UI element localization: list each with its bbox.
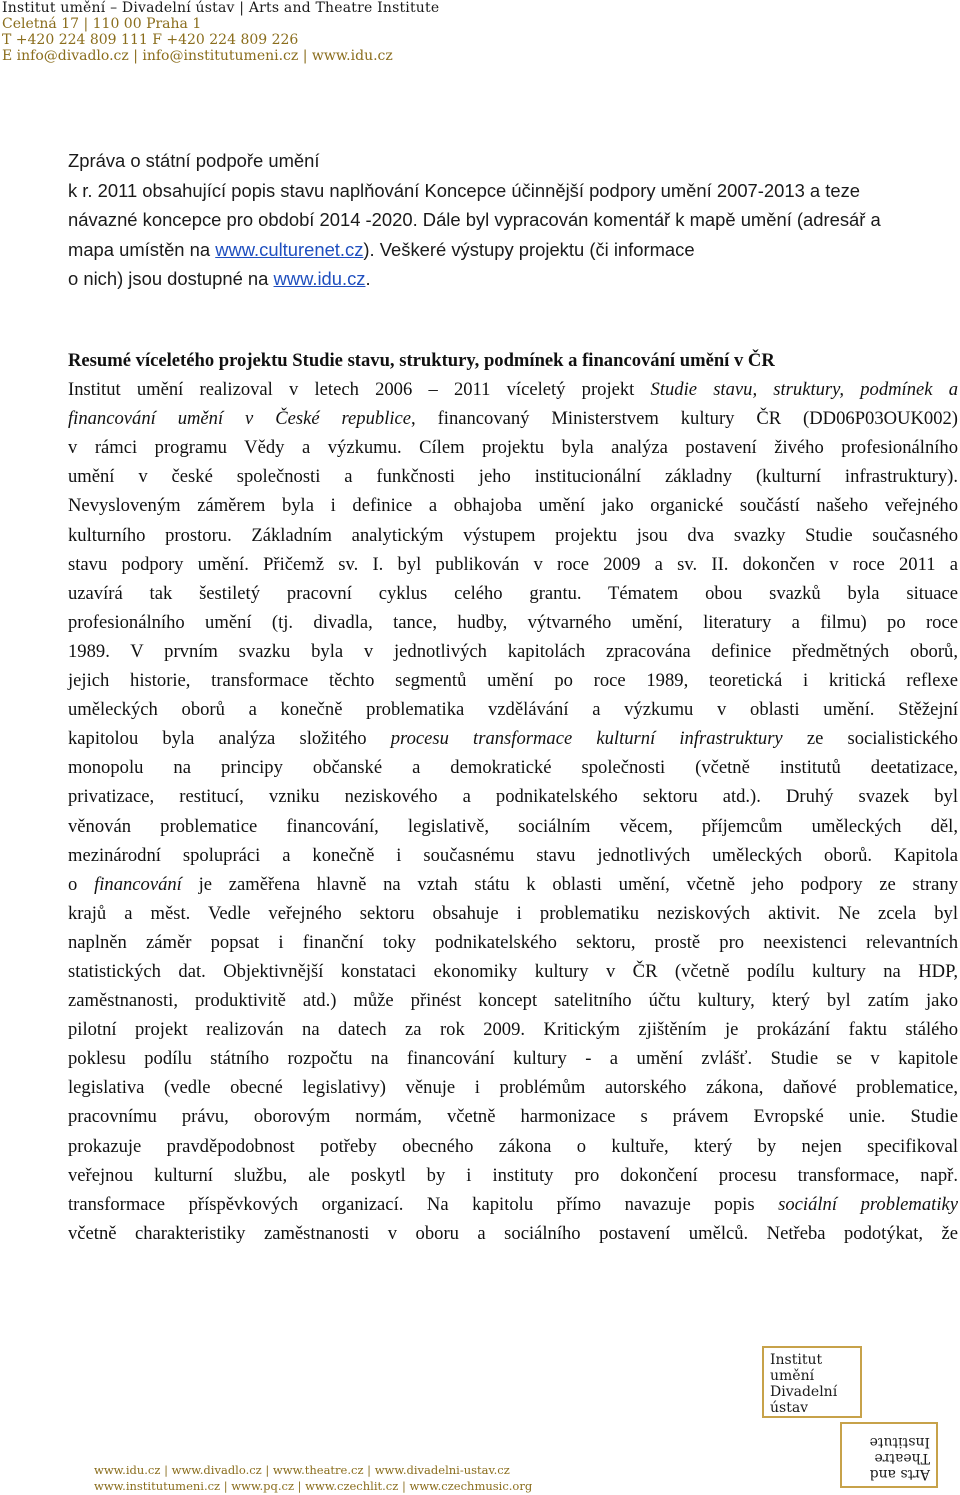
logo-text: Institute (869, 1434, 930, 1450)
resume-line: kulturního prostoru. Základním analytickým výstupem projektu jsou dva svazky Studie současného (68, 524, 958, 546)
logo-english-box (840, 1422, 938, 1488)
resume-section (68, 346, 958, 1248)
resume-line: v rámci programu Vědy a výzkumu. Cílem projektu byla analýza postavení živého profesionálního (68, 437, 958, 459)
intro-text: mapa umístěn na (68, 238, 216, 260)
resume-line (68, 870, 958, 899)
footer-links (94, 1462, 532, 1494)
resume-text: o (68, 873, 95, 895)
resume-line: naplněn záměr popsat i finanční toky podnikatelského sektoru, prostě pro neexistenci relevantních (68, 931, 958, 953)
resume-text: ze socialistického (782, 728, 958, 750)
logo-text: umění (770, 1368, 815, 1384)
resume-line: monopolu na principy občanské a demokratické společnosti (včetně institutů deetatizace, (68, 757, 958, 779)
logo-text: Institut (770, 1352, 823, 1368)
intro-text: o nich) jsou dostupné na (68, 268, 274, 289)
resume-text: je zaměřena hlavně na vztah státu k oblasti umění, včetně jeho podpory ze strany (181, 873, 958, 895)
intro-line: k r. 2011 obsahující popis stavu naplňování Koncepce účinnější podpory umění 2007-2013 a teze (68, 179, 861, 201)
resume-line: Nevysloveným záměrem byla i definice a obhajoba umění jako organické součástí našeho veřejného (68, 495, 958, 517)
resume-text: , financovaný Ministerstvem kultury ČR (DD06P03OUK002) (411, 408, 958, 430)
resume-line: včetně charakteristiky zaměstnanosti v oboru a sociálního postavení umělců. Netřeba podotýkat, že (68, 1222, 958, 1244)
institute-logo (762, 1346, 938, 1486)
resume-line: zaměstnanosti, produktivitě atd.) může přinést koncept satelitního účtu kultury, který byl zatím jako (68, 990, 958, 1012)
resume-text: transformace příspěvkových organizací. Na kapitolu přímo navazuje popis (68, 1193, 779, 1215)
intro-paragraph (68, 146, 948, 294)
intro-line (68, 264, 948, 294)
institute-phone: T +420 224 809 111 F +420 224 809 226 (2, 32, 299, 48)
institute-contacts[interactable]: E info@divadlo.cz | info@institutumeni.cz | www.idu.cz (2, 48, 393, 64)
resume-line: veřejnou kulturní službu, ale poskytl by i instituty pro dokončení procesu transformace, např. (68, 1164, 958, 1186)
resume-line: mezinárodní spolupráci a konečně i současnému stavu jednotlivých uměleckých oborů. Kapitola (68, 844, 958, 866)
resume-italic: sociální problematiky (778, 1193, 958, 1215)
intro-line: Zpráva o státní podpoře umění (68, 150, 320, 171)
intro-line (68, 235, 948, 265)
resume-line: věnován problematice financování, legislativě, sociálním věcem, příjemcům uměleckých děl, (68, 815, 958, 837)
intro-line: návazné koncepce pro období 2014 -2020. Dále byl vypracován komentář k mapě umění (adresář a (68, 209, 881, 230)
resume-line: statistických dat. Objektivnější konstataci ekonomiky kultury v ČR (včetně podílu kultury na HDP, (68, 960, 958, 982)
logo-czech-box (762, 1346, 862, 1418)
resume-line (68, 724, 958, 753)
resume-line: 1989. V prvním svazku byla v jednotlivých kapitolách zpracována definice předmětných oborů, (68, 640, 958, 662)
resume-italic: financování umění v České republice (68, 408, 412, 430)
resume-italic: financování (94, 873, 182, 895)
resume-line: jejich historie, transformace těchto segmentů umění po roce 1989, teoretická i kritická reflexe (68, 670, 958, 692)
resume-line: pilotní projekt realizován na datech za rok 2009. Kritickým zjištěním je prokázání faktu stálého (68, 1019, 958, 1041)
intro-text: . (365, 268, 371, 289)
resume-heading: Resumé víceletého projektu Studie stavu, struktury, podmínek a financování umění v ČR (68, 350, 775, 371)
resume-line (68, 375, 958, 404)
institute-address: Celetná 17 | 110 00 Praha 1 (2, 16, 202, 32)
resume-italic: Studie stavu, struktury, podmínek a (650, 379, 959, 401)
resume-line: legislativa (vedle obecné legislativy) věnuje i problémům autorského zákona, daňové problematice, (68, 1077, 958, 1099)
resume-line: stavu podpory umění. Přičemž sv. I. byl publikován v roce 2009 a sv. II. dokončen v roce 2011 a (68, 553, 958, 575)
resume-text: Institut umění realizoval v letech 2006 – 2011 víceletý projekt (68, 379, 651, 401)
idu-link[interactable]: www.idu.cz (273, 268, 366, 289)
resume-line: privatizace, restitucí, vzniku neziskového a podnikatelského sektoru atd.). Druhý svazek byl (68, 786, 958, 808)
footer-link-line[interactable]: www.idu.cz | www.divadlo.cz | www.theatre.cz | www.divadelni-ustav.cz (94, 1463, 510, 1477)
letterhead (2, 0, 439, 64)
logo-text: Theatre (874, 1450, 930, 1466)
resume-line: pracovnímu právu, oborovým normám, včetně harmonizace s právem Evropské unie. Studie (68, 1106, 958, 1128)
resume-line: poklesu podílu státního rozpočtu na financování kultury - a umění zvlášť. Studie se v kapitole (68, 1048, 958, 1070)
logo-text: Divadelní (770, 1384, 838, 1400)
resume-line (68, 1190, 958, 1219)
resume-line: uměleckých oborů a konečně problematika vzdělávání a výzkumu v oblasti umění. Stěžejní (68, 699, 958, 721)
resume-line: krajů a měst. Vedle veřejného sektoru obsahuje i problematiku neziskových aktivit. Ne zcela byl (68, 902, 958, 924)
resume-line (68, 404, 958, 433)
resume-line: umění v české společnosti a funkčnosti jeho institucionální základny (kulturní infrastruktury). (68, 466, 958, 488)
resume-italic: procesu transformace kulturní infrastruktury (390, 728, 783, 750)
institute-name: Institut umění – Divadelní ústav | Arts and Theatre Institute (2, 0, 440, 16)
resume-line: prokazuje pravděpodobnost potřeby obecného zákona o kultuře, který by nejen specifikoval (68, 1135, 958, 1157)
logo-text: ústav (770, 1400, 809, 1416)
culturenet-link[interactable]: www.culturenet.cz (215, 238, 364, 260)
intro-text: ). Veškeré výstupy projektu (či informace (363, 238, 695, 260)
resume-text: kapitolou byla analýza složitého (68, 728, 391, 750)
footer-link-line[interactable]: www.institutumeni.cz | www.pq.cz | www.czechlit.cz | www.czechmusic.org (94, 1479, 533, 1493)
logo-text: Arts and (869, 1466, 930, 1482)
resume-line: uzavírá tak šestiletý pracovní cyklus celého grantu. Tématem obou svazků byla situace (68, 582, 958, 604)
resume-line: profesionálního umění (tj. divadla, tance, hudby, výtvarného umění, literatury a filmu) po roce (68, 611, 958, 633)
